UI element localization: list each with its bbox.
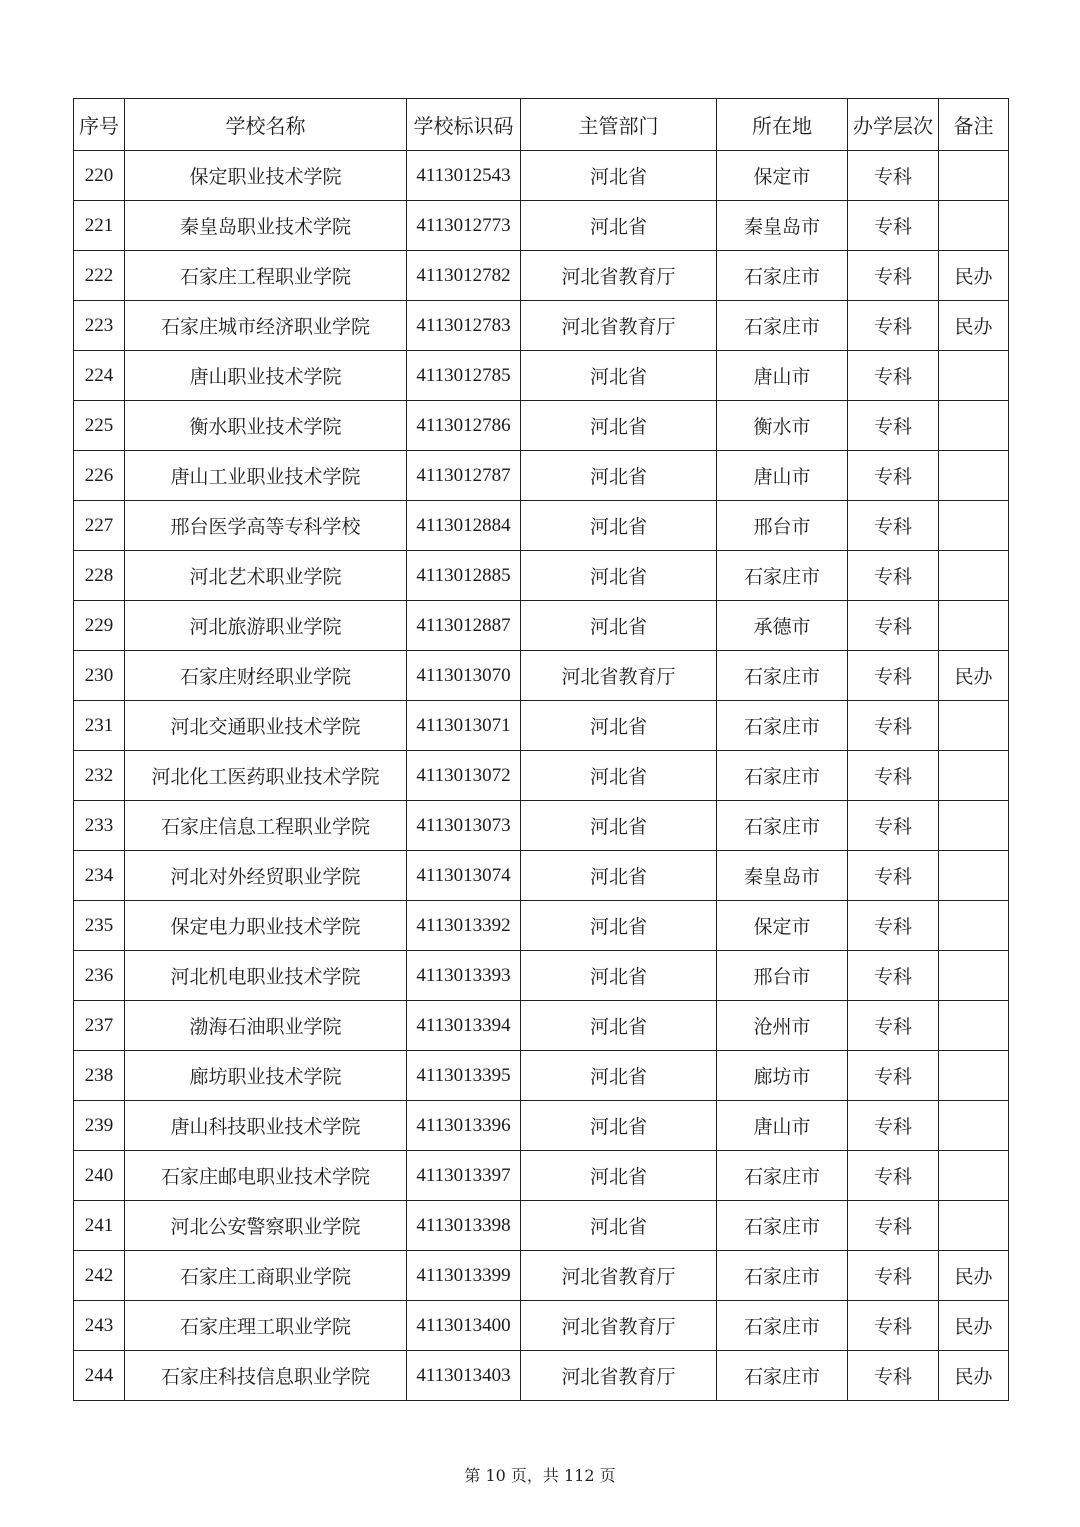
- cell-level: 专科: [848, 1351, 939, 1401]
- header-level: 办学层次: [848, 99, 939, 151]
- cell-serial-number: 234: [74, 851, 125, 901]
- header-department: 主管部门: [521, 99, 717, 151]
- cell-school-name: 河北公安警察职业学院: [125, 1201, 407, 1251]
- cell-serial-number: 231: [74, 701, 125, 751]
- cell-location: 邢台市: [717, 501, 848, 551]
- cell-serial-number: 221: [74, 201, 125, 251]
- cell-serial-number: 230: [74, 651, 125, 701]
- table-row: [74, 501, 1009, 551]
- cell-remarks: [939, 451, 1009, 501]
- cell-school-code: 4113013403: [407, 1351, 521, 1401]
- cell-department: 河北省教育厅: [521, 301, 717, 351]
- cell-location: 石家庄市: [717, 551, 848, 601]
- cell-serial-number: 239: [74, 1101, 125, 1151]
- cell-location: 保定市: [717, 901, 848, 951]
- table-row: [74, 1351, 1009, 1401]
- cell-location: 邢台市: [717, 951, 848, 1001]
- cell-serial-number: 243: [74, 1301, 125, 1351]
- cell-level: 专科: [848, 201, 939, 251]
- page-number-footer: 第 10 页，共 112 页: [464, 1466, 616, 1485]
- cell-school-code: 4113013393: [407, 951, 521, 1001]
- cell-level: 专科: [848, 601, 939, 651]
- cell-department: 河北省: [521, 601, 717, 651]
- cell-level: 专科: [848, 1001, 939, 1051]
- cell-location: 石家庄市: [717, 651, 848, 701]
- cell-level: 专科: [848, 1201, 939, 1251]
- cell-department: 河北省教育厅: [521, 651, 717, 701]
- cell-school-code: 4113013398: [407, 1201, 521, 1251]
- cell-school-code: 4113012787: [407, 451, 521, 501]
- cell-school-code: 4113013394: [407, 1001, 521, 1051]
- table-row: [74, 801, 1009, 851]
- cell-department: 河北省: [521, 1101, 717, 1151]
- cell-department: 河北省: [521, 751, 717, 801]
- cell-school-name: 廊坊职业技术学院: [125, 1051, 407, 1101]
- cell-serial-number: 224: [74, 351, 125, 401]
- table-row: [74, 151, 1009, 201]
- cell-department: 河北省: [521, 901, 717, 951]
- cell-school-name: 石家庄工程职业学院: [125, 251, 407, 301]
- cell-school-code: 4113012785: [407, 351, 521, 401]
- cell-school-code: 4113013392: [407, 901, 521, 951]
- cell-school-code: 4113012786: [407, 401, 521, 451]
- cell-department: 河北省教育厅: [521, 1251, 717, 1301]
- cell-school-name: 唐山工业职业技术学院: [125, 451, 407, 501]
- table-row: [74, 901, 1009, 951]
- table-row: [74, 1151, 1009, 1201]
- cell-location: 沧州市: [717, 1001, 848, 1051]
- cell-remarks: [939, 351, 1009, 401]
- cell-remarks: 民办: [939, 301, 1009, 351]
- cell-school-name: 唐山科技职业技术学院: [125, 1101, 407, 1151]
- table-row: [74, 601, 1009, 651]
- cell-department: 河北省: [521, 1201, 717, 1251]
- cell-school-name: 河北化工医药职业技术学院: [125, 751, 407, 801]
- cell-school-code: 4113012885: [407, 551, 521, 601]
- cell-level: 专科: [848, 701, 939, 751]
- cell-location: 保定市: [717, 151, 848, 201]
- cell-department: 河北省: [521, 1051, 717, 1101]
- cell-department: 河北省教育厅: [521, 251, 717, 301]
- cell-school-name: 石家庄工商职业学院: [125, 1251, 407, 1301]
- cell-level: 专科: [848, 1301, 939, 1351]
- cell-school-name: 石家庄理工职业学院: [125, 1301, 407, 1351]
- table-row: [74, 351, 1009, 401]
- cell-school-code: 4113012773: [407, 201, 521, 251]
- cell-remarks: 民办: [939, 251, 1009, 301]
- cell-remarks: [939, 701, 1009, 751]
- cell-school-name: 河北旅游职业学院: [125, 601, 407, 651]
- cell-serial-number: 223: [74, 301, 125, 351]
- cell-level: 专科: [848, 301, 939, 351]
- cell-serial-number: 238: [74, 1051, 125, 1101]
- cell-serial-number: 225: [74, 401, 125, 451]
- cell-remarks: [939, 501, 1009, 551]
- cell-school-name: 秦皇岛职业技术学院: [125, 201, 407, 251]
- cell-school-code: 4113013396: [407, 1101, 521, 1151]
- cell-location: 石家庄市: [717, 251, 848, 301]
- table-row: [74, 951, 1009, 1001]
- cell-department: 河北省: [521, 351, 717, 401]
- cell-school-name: 渤海石油职业学院: [125, 1001, 407, 1051]
- table-row: [74, 751, 1009, 801]
- cell-school-code: 4113013071: [407, 701, 521, 751]
- cell-remarks: 民办: [939, 1301, 1009, 1351]
- table-row: [74, 251, 1009, 301]
- header-school-code: 学校标识码: [407, 99, 521, 151]
- cell-remarks: [939, 1201, 1009, 1251]
- header-school-name: 学校名称: [125, 99, 407, 151]
- cell-department: 河北省: [521, 501, 717, 551]
- cell-school-name: 衡水职业技术学院: [125, 401, 407, 451]
- cell-remarks: [939, 1001, 1009, 1051]
- cell-department: 河北省: [521, 551, 717, 601]
- cell-school-code: 4113012884: [407, 501, 521, 551]
- cell-level: 专科: [848, 151, 939, 201]
- cell-level: 专科: [848, 251, 939, 301]
- cell-department: 河北省: [521, 951, 717, 1001]
- cell-level: 专科: [848, 751, 939, 801]
- cell-department: 河北省: [521, 151, 717, 201]
- cell-level: 专科: [848, 1101, 939, 1151]
- cell-remarks: [939, 951, 1009, 1001]
- cell-remarks: [939, 851, 1009, 901]
- cell-remarks: [939, 1051, 1009, 1101]
- table-row: [74, 651, 1009, 701]
- cell-serial-number: 229: [74, 601, 125, 651]
- table-row: [74, 1001, 1009, 1051]
- cell-serial-number: 235: [74, 901, 125, 951]
- cell-department: 河北省: [521, 801, 717, 851]
- cell-remarks: [939, 151, 1009, 201]
- cell-level: 专科: [848, 501, 939, 551]
- cell-school-name: 河北机电职业技术学院: [125, 951, 407, 1001]
- cell-school-code: 4113013074: [407, 851, 521, 901]
- cell-location: 廊坊市: [717, 1051, 848, 1101]
- cell-school-name: 唐山职业技术学院: [125, 351, 407, 401]
- table-row: [74, 551, 1009, 601]
- table-body: [74, 151, 1009, 1401]
- cell-level: 专科: [848, 551, 939, 601]
- cell-serial-number: 244: [74, 1351, 125, 1401]
- cell-remarks: [939, 1151, 1009, 1201]
- cell-location: 唐山市: [717, 1101, 848, 1151]
- cell-level: 专科: [848, 951, 939, 1001]
- cell-school-code: 4113013399: [407, 1251, 521, 1301]
- table-row: [74, 201, 1009, 251]
- cell-level: 专科: [848, 401, 939, 451]
- cell-remarks: [939, 201, 1009, 251]
- cell-serial-number: 228: [74, 551, 125, 601]
- cell-serial-number: 240: [74, 1151, 125, 1201]
- table-row: [74, 1201, 1009, 1251]
- cell-school-code: 4113013070: [407, 651, 521, 701]
- cell-serial-number: 233: [74, 801, 125, 851]
- cell-level: 专科: [848, 801, 939, 851]
- cell-remarks: [939, 401, 1009, 451]
- cell-school-code: 4113012543: [407, 151, 521, 201]
- cell-serial-number: 220: [74, 151, 125, 201]
- cell-school-name: 邢台医学高等专科学校: [125, 501, 407, 551]
- cell-location: 秦皇岛市: [717, 201, 848, 251]
- cell-remarks: [939, 601, 1009, 651]
- cell-serial-number: 237: [74, 1001, 125, 1051]
- cell-level: 专科: [848, 851, 939, 901]
- cell-department: 河北省: [521, 201, 717, 251]
- table-row: [74, 301, 1009, 351]
- table-row: [74, 1251, 1009, 1301]
- cell-level: 专科: [848, 901, 939, 951]
- header-serial-number: 序号: [74, 99, 125, 151]
- cell-school-code: 4113012782: [407, 251, 521, 301]
- cell-serial-number: 226: [74, 451, 125, 501]
- cell-school-name: 石家庄科技信息职业学院: [125, 1351, 407, 1401]
- table-header-row: [74, 99, 1009, 151]
- cell-serial-number: 232: [74, 751, 125, 801]
- table-row: [74, 451, 1009, 501]
- cell-serial-number: 242: [74, 1251, 125, 1301]
- cell-department: 河北省: [521, 851, 717, 901]
- cell-remarks: [939, 1101, 1009, 1151]
- cell-level: 专科: [848, 351, 939, 401]
- cell-location: 石家庄市: [717, 1251, 848, 1301]
- cell-level: 专科: [848, 651, 939, 701]
- cell-location: 石家庄市: [717, 1351, 848, 1401]
- cell-school-name: 保定职业技术学院: [125, 151, 407, 201]
- cell-school-name: 保定电力职业技术学院: [125, 901, 407, 951]
- cell-department: 河北省: [521, 1151, 717, 1201]
- table-row: [74, 701, 1009, 751]
- cell-level: 专科: [848, 451, 939, 501]
- cell-location: 石家庄市: [717, 301, 848, 351]
- cell-school-name: 石家庄城市经济职业学院: [125, 301, 407, 351]
- cell-location: 石家庄市: [717, 701, 848, 751]
- cell-school-code: 4113012887: [407, 601, 521, 651]
- cell-serial-number: 222: [74, 251, 125, 301]
- cell-school-code: 4113013073: [407, 801, 521, 851]
- cell-serial-number: 227: [74, 501, 125, 551]
- cell-location: 唐山市: [717, 351, 848, 401]
- cell-school-code: 4113013395: [407, 1051, 521, 1101]
- cell-school-name: 河北艺术职业学院: [125, 551, 407, 601]
- cell-remarks: [939, 551, 1009, 601]
- cell-school-name: 石家庄邮电职业技术学院: [125, 1151, 407, 1201]
- table-row: [74, 401, 1009, 451]
- table-row: [74, 1101, 1009, 1151]
- cell-remarks: 民办: [939, 1251, 1009, 1301]
- table-row: [74, 1301, 1009, 1351]
- cell-location: 石家庄市: [717, 1201, 848, 1251]
- cell-remarks: [939, 901, 1009, 951]
- cell-remarks: 民办: [939, 651, 1009, 701]
- cell-remarks: [939, 801, 1009, 851]
- cell-serial-number: 236: [74, 951, 125, 1001]
- cell-school-name: 河北交通职业技术学院: [125, 701, 407, 751]
- cell-department: 河北省: [521, 1001, 717, 1051]
- cell-school-name: 河北对外经贸职业学院: [125, 851, 407, 901]
- header-remarks: 备注: [939, 99, 1009, 151]
- cell-department: 河北省教育厅: [521, 1351, 717, 1401]
- cell-location: 石家庄市: [717, 1151, 848, 1201]
- cell-serial-number: 241: [74, 1201, 125, 1251]
- cell-department: 河北省: [521, 451, 717, 501]
- cell-location: 石家庄市: [717, 751, 848, 801]
- table-row: [74, 1051, 1009, 1101]
- school-list-table: [73, 98, 1009, 1401]
- cell-location: 石家庄市: [717, 1301, 848, 1351]
- cell-level: 专科: [848, 1151, 939, 1201]
- cell-school-code: 4113012783: [407, 301, 521, 351]
- cell-department: 河北省: [521, 701, 717, 751]
- cell-level: 专科: [848, 1251, 939, 1301]
- header-location: 所在地: [717, 99, 848, 151]
- cell-remarks: [939, 751, 1009, 801]
- table-row: [74, 851, 1009, 901]
- cell-location: 衡水市: [717, 401, 848, 451]
- cell-school-code: 4113013397: [407, 1151, 521, 1201]
- cell-location: 唐山市: [717, 451, 848, 501]
- cell-department: 河北省教育厅: [521, 1301, 717, 1351]
- cell-remarks: 民办: [939, 1351, 1009, 1401]
- cell-school-code: 4113013400: [407, 1301, 521, 1351]
- cell-location: 秦皇岛市: [717, 851, 848, 901]
- cell-location: 承德市: [717, 601, 848, 651]
- cell-school-name: 石家庄信息工程职业学院: [125, 801, 407, 851]
- cell-location: 石家庄市: [717, 801, 848, 851]
- cell-department: 河北省: [521, 401, 717, 451]
- cell-level: 专科: [848, 1051, 939, 1101]
- cell-school-code: 4113013072: [407, 751, 521, 801]
- cell-school-name: 石家庄财经职业学院: [125, 651, 407, 701]
